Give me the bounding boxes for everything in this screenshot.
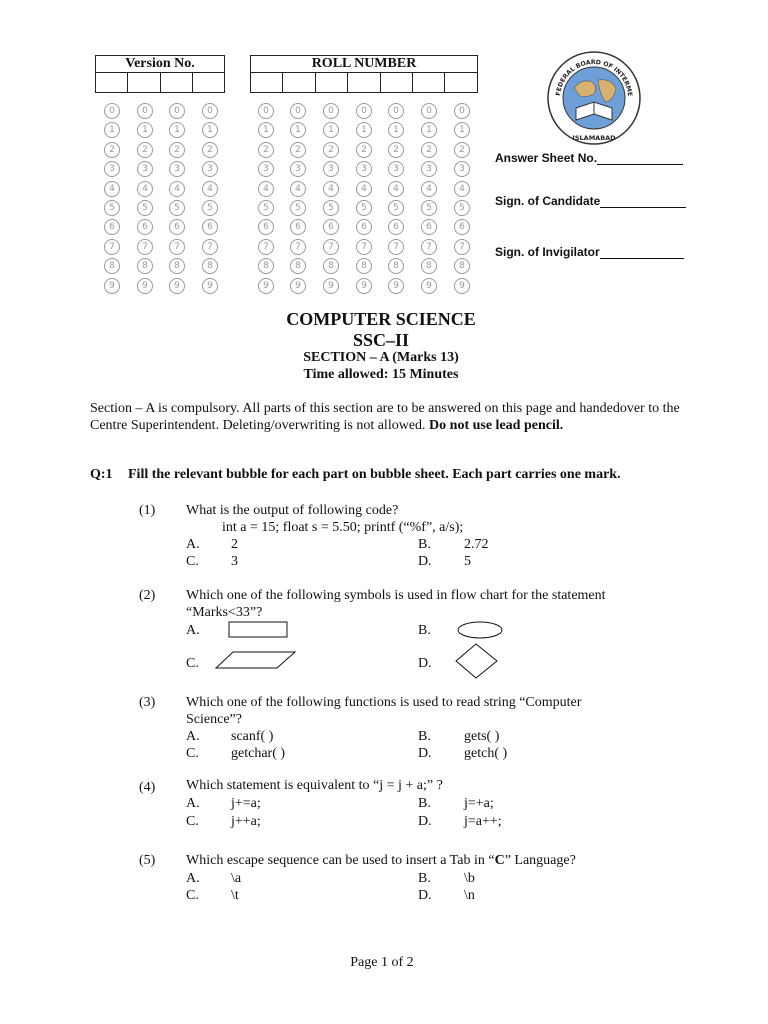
option-label-d: D.	[418, 656, 432, 671]
digit-bubble[interactable]: 6	[137, 219, 153, 235]
digit-bubble[interactable]: 2	[421, 142, 437, 158]
digit-bubble[interactable]: 8	[258, 258, 274, 274]
digit-bubble[interactable]: 5	[388, 200, 404, 216]
question-number: Q:1	[90, 467, 113, 482]
digit-bubble[interactable]: 7	[388, 239, 404, 255]
option-c[interactable]: \t	[231, 888, 239, 903]
board-logo	[546, 50, 642, 146]
digit-bubble[interactable]: 0	[421, 103, 437, 119]
digit-bubble[interactable]: 2	[169, 142, 185, 158]
option-b[interactable]: 2.72	[464, 537, 489, 552]
option-label-c: C.	[186, 746, 199, 761]
digit-bubble[interactable]: 1	[356, 122, 372, 138]
option-d[interactable]: 5	[464, 554, 471, 569]
option-label-d: D.	[418, 554, 432, 569]
option-a[interactable]: scanf( )	[231, 729, 274, 744]
digit-bubble[interactable]: 5	[169, 200, 185, 216]
version-bubble-column	[137, 103, 153, 297]
option-label-a: A.	[186, 796, 200, 811]
digit-bubble[interactable]: 5	[137, 200, 153, 216]
digit-bubble[interactable]: 9	[454, 278, 470, 294]
roll-digit-cell[interactable]	[412, 73, 444, 93]
digit-bubble[interactable]: 8	[421, 258, 437, 274]
digit-bubble[interactable]: 5	[202, 200, 218, 216]
version-bubble-column	[169, 103, 185, 297]
question-text: Which one of the following functions is used to read string “Computer	[186, 695, 582, 710]
digit-bubble[interactable]: 6	[323, 219, 339, 235]
question-text: Which one of the following symbols is used in flow chart for the statement	[186, 588, 606, 603]
digit-bubble[interactable]: 3	[169, 161, 185, 177]
option-label-a: A.	[186, 537, 200, 552]
option-label-a: A.	[186, 871, 200, 886]
answer-sheet-number	[495, 151, 683, 165]
digit-bubble[interactable]: 5	[323, 200, 339, 216]
digit-bubble[interactable]: 5	[258, 200, 274, 216]
option-label-a: A.	[186, 729, 200, 744]
option-label-b: B.	[418, 537, 431, 552]
digit-bubble[interactable]: 1	[137, 122, 153, 138]
parallelogram-symbol-option-c[interactable]	[215, 650, 297, 670]
digit-bubble[interactable]: 8	[104, 258, 120, 274]
digit-bubble[interactable]: 9	[323, 278, 339, 294]
digit-bubble[interactable]: 0	[290, 103, 306, 119]
option-label-c: C.	[186, 554, 199, 569]
digit-bubble[interactable]: 5	[421, 200, 437, 216]
digit-bubble[interactable]: 7	[323, 239, 339, 255]
digit-bubble[interactable]: 3	[356, 161, 372, 177]
digit-bubble[interactable]: 4	[388, 181, 404, 197]
version-digit-cell[interactable]	[192, 73, 224, 93]
question-instruction: Fill the relevant bubble for each part on bubble sheet. Each part carries one mark.	[128, 467, 621, 482]
instructions-text: Section – A is compulsory. All parts of this section are to be answered on this page and handedover to the Centre Superintendent. Deleting/overwriting is not allowed.	[90, 401, 680, 433]
version-digit-cell[interactable]	[128, 73, 160, 93]
digit-bubble[interactable]: 8	[356, 258, 372, 274]
digit-bubble[interactable]: 7	[104, 239, 120, 255]
digit-bubble[interactable]: 9	[388, 278, 404, 294]
roll-number-label: ROLL NUMBER	[251, 56, 478, 73]
digit-bubble[interactable]: 4	[137, 181, 153, 197]
diamond-symbol-option-d[interactable]	[455, 643, 499, 679]
digit-bubble[interactable]: 0	[137, 103, 153, 119]
digit-bubble[interactable]: 8	[137, 258, 153, 274]
digit-bubble[interactable]: 6	[388, 219, 404, 235]
class-title: SSC–II	[352, 330, 410, 350]
question-text-part: Which escape sequence can be used to insert a Tab in “	[186, 853, 495, 868]
digit-bubble[interactable]: 7	[454, 239, 470, 255]
digit-bubble[interactable]: 6	[421, 219, 437, 235]
digit-bubble[interactable]: 0	[454, 103, 470, 119]
digit-bubble[interactable]: 7	[258, 239, 274, 255]
digit-bubble[interactable]: 4	[202, 181, 218, 197]
option-b[interactable]: j=+a;	[464, 796, 494, 811]
option-b[interactable]: gets( )	[464, 729, 500, 744]
digit-bubble[interactable]: 3	[421, 161, 437, 177]
digit-bubble[interactable]: 4	[421, 181, 437, 197]
option-label-b: B.	[418, 623, 431, 638]
option-c[interactable]: 3	[231, 554, 238, 569]
digit-bubble[interactable]: 0	[356, 103, 372, 119]
digit-bubble[interactable]: 7	[290, 239, 306, 255]
digit-bubble[interactable]: 7	[169, 239, 185, 255]
digit-bubble[interactable]: 7	[356, 239, 372, 255]
roll-digit-cell[interactable]	[315, 73, 347, 93]
digit-bubble[interactable]: 3	[323, 161, 339, 177]
version-bubble-column	[104, 103, 120, 297]
digit-bubble[interactable]: 2	[137, 142, 153, 158]
digit-bubble[interactable]: 2	[258, 142, 274, 158]
digit-bubble[interactable]: 1	[454, 122, 470, 138]
digit-bubble[interactable]: 6	[202, 219, 218, 235]
option-a[interactable]: 2	[231, 537, 238, 552]
roll-number-box	[250, 55, 478, 93]
section-title: SECTION – A (Marks 13)	[303, 350, 459, 365]
option-label-c: C.	[186, 814, 199, 829]
digit-bubble[interactable]: 7	[202, 239, 218, 255]
option-label-a: A.	[186, 623, 200, 638]
question-code: int a = 15; float s = 5.50; printf (“%f”, a/s);	[222, 520, 464, 535]
version-number-box	[95, 55, 225, 93]
answer-sheet-label: Answer Sheet No.	[495, 151, 598, 165]
digit-bubble[interactable]: 3	[290, 161, 306, 177]
roll-digit-cell[interactable]	[283, 73, 315, 93]
question-number: (4)	[139, 780, 156, 795]
digit-bubble[interactable]: 5	[454, 200, 470, 216]
digit-bubble[interactable]: 4	[104, 181, 120, 197]
digit-bubble[interactable]: 2	[104, 142, 120, 158]
digit-bubble[interactable]: 9	[169, 278, 185, 294]
option-label-b: B.	[418, 729, 431, 744]
digit-bubble[interactable]: 3	[202, 161, 218, 177]
digit-bubble[interactable]: 6	[356, 219, 372, 235]
instructions-bold: Do not use lead pencil.	[429, 418, 564, 433]
digit-bubble[interactable]: 5	[356, 200, 372, 216]
roll-bubble-column	[258, 103, 274, 297]
version-digit-cell[interactable]	[96, 73, 128, 93]
option-label-b: B.	[418, 796, 431, 811]
digit-bubble[interactable]: 0	[104, 103, 120, 119]
invigilator-signature	[495, 245, 684, 259]
digit-bubble[interactable]: 8	[290, 258, 306, 274]
roll-bubble-column	[356, 103, 372, 297]
question-text-part: ” Language?	[504, 853, 576, 868]
digit-bubble[interactable]: 2	[356, 142, 372, 158]
digit-bubble[interactable]: 0	[169, 103, 185, 119]
question-text-continued: “Marks<33”?	[186, 605, 263, 620]
roll-bubble-column	[388, 103, 404, 297]
digit-bubble[interactable]: 6	[169, 219, 185, 235]
digit-bubble[interactable]: 9	[104, 278, 120, 294]
question-number: (5)	[139, 853, 156, 868]
roll-bubble-column	[454, 103, 470, 297]
instructions	[90, 400, 690, 434]
invigilator-signature-line[interactable]	[600, 246, 684, 259]
svg-text:ISLAMABAD: ISLAMABAD	[572, 134, 616, 142]
question-text: What is the output of following code?	[186, 503, 399, 518]
digit-bubble[interactable]: 4	[454, 181, 470, 197]
digit-bubble[interactable]: 0	[202, 103, 218, 119]
roll-bubble-column	[323, 103, 339, 297]
digit-bubble[interactable]: 0	[258, 103, 274, 119]
digit-bubble[interactable]: 0	[388, 103, 404, 119]
digit-bubble[interactable]: 3	[258, 161, 274, 177]
roll-digit-cell[interactable]	[251, 73, 283, 93]
language-name: C	[494, 853, 505, 868]
digit-bubble[interactable]: 8	[323, 258, 339, 274]
digit-bubble[interactable]: 2	[323, 142, 339, 158]
option-label-c: C.	[186, 656, 199, 671]
digit-bubble[interactable]: 6	[454, 219, 470, 235]
option-b[interactable]: \b	[464, 871, 475, 886]
digit-bubble[interactable]: 3	[388, 161, 404, 177]
option-label-d: D.	[418, 814, 432, 829]
option-d[interactable]: getch( )	[464, 746, 508, 761]
option-d[interactable]: j=a++;	[464, 814, 502, 829]
digit-bubble[interactable]: 2	[202, 142, 218, 158]
roll-bubble-column	[290, 103, 306, 297]
invigilator-signature-label: Sign. of Invigilator	[495, 245, 600, 259]
digit-bubble[interactable]: 4	[290, 181, 306, 197]
digit-bubble[interactable]: 2	[290, 142, 306, 158]
digit-bubble[interactable]: 3	[137, 161, 153, 177]
roll-digit-cell[interactable]	[348, 73, 380, 93]
digit-bubble[interactable]: 8	[388, 258, 404, 274]
candidate-signature-line[interactable]	[600, 195, 686, 208]
rectangle-symbol-option-a[interactable]	[228, 621, 290, 639]
option-label-c: C.	[186, 888, 199, 903]
digit-bubble[interactable]: 1	[169, 122, 185, 138]
version-bubble-column	[202, 103, 218, 297]
page-number: Page 1 of 2	[350, 955, 414, 970]
digit-bubble[interactable]: 4	[323, 181, 339, 197]
digit-bubble[interactable]: 3	[104, 161, 120, 177]
digit-bubble[interactable]: 8	[454, 258, 470, 274]
subject-title: COMPUTER SCIENCE	[286, 309, 476, 329]
oval-symbol-option-b[interactable]	[457, 620, 505, 640]
digit-bubble[interactable]: 5	[290, 200, 306, 216]
roll-bubble-column	[421, 103, 437, 297]
digit-bubble[interactable]: 1	[258, 122, 274, 138]
digit-bubble[interactable]: 3	[454, 161, 470, 177]
question-text-continued: Science”?	[186, 712, 242, 727]
question-number: (2)	[139, 588, 156, 603]
digit-bubble[interactable]: 1	[104, 122, 120, 138]
option-a[interactable]: \a	[231, 871, 242, 886]
version-digit-cell[interactable]	[160, 73, 192, 93]
option-label-b: B.	[418, 871, 431, 886]
option-label-d: D.	[418, 746, 432, 761]
digit-bubble[interactable]: 4	[258, 181, 274, 197]
question-text	[186, 853, 576, 869]
version-label: Version No.	[96, 56, 225, 73]
option-c[interactable]: getchar( )	[231, 746, 286, 761]
question-text: Which statement is equivalent to “j = j + a;” ?	[186, 778, 443, 793]
option-c[interactable]: j++a;	[231, 814, 261, 829]
digit-bubble[interactable]: 7	[421, 239, 437, 255]
question-heading	[90, 467, 621, 483]
roll-digit-cell[interactable]	[445, 73, 478, 93]
option-d[interactable]: \n	[464, 888, 475, 903]
digit-bubble[interactable]: 6	[258, 219, 274, 235]
digit-bubble[interactable]: 7	[137, 239, 153, 255]
option-a[interactable]: j+=a;	[231, 796, 261, 811]
digit-bubble[interactable]: 1	[202, 122, 218, 138]
candidate-signature-label: Sign. of Candidate	[495, 194, 601, 208]
roll-digit-cell[interactable]	[380, 73, 412, 93]
digit-bubble[interactable]: 8	[169, 258, 185, 274]
digit-bubble[interactable]: 0	[323, 103, 339, 119]
digit-bubble[interactable]: 9	[137, 278, 153, 294]
question-number: (1)	[139, 503, 156, 518]
digit-bubble[interactable]: 9	[258, 278, 274, 294]
digit-bubble[interactable]: 4	[169, 181, 185, 197]
digit-bubble[interactable]: 8	[202, 258, 218, 274]
digit-bubble[interactable]: 6	[104, 219, 120, 235]
option-label-d: D.	[418, 888, 432, 903]
digit-bubble[interactable]: 4	[356, 181, 372, 197]
answer-sheet-line[interactable]	[597, 152, 683, 165]
svg-text:FEDERAL BOARD OF INTERMEDIATE: FEDERAL BOARD OF INTERME	[555, 58, 633, 97]
digit-bubble[interactable]: 9	[290, 278, 306, 294]
digit-bubble[interactable]: 6	[290, 219, 306, 235]
digit-bubble[interactable]: 9	[202, 278, 218, 294]
digit-bubble[interactable]: 2	[388, 142, 404, 158]
digit-bubble[interactable]: 1	[290, 122, 306, 138]
question-number: (3)	[139, 695, 156, 710]
digit-bubble[interactable]: 1	[323, 122, 339, 138]
digit-bubble[interactable]: 2	[454, 142, 470, 158]
time-allowed: Time allowed: 15 Minutes	[303, 367, 459, 382]
candidate-signature	[495, 194, 686, 208]
digit-bubble[interactable]: 9	[421, 278, 437, 294]
digit-bubble[interactable]: 1	[388, 122, 404, 138]
digit-bubble[interactable]: 9	[356, 278, 372, 294]
digit-bubble[interactable]: 5	[104, 200, 120, 216]
digit-bubble[interactable]: 1	[421, 122, 437, 138]
